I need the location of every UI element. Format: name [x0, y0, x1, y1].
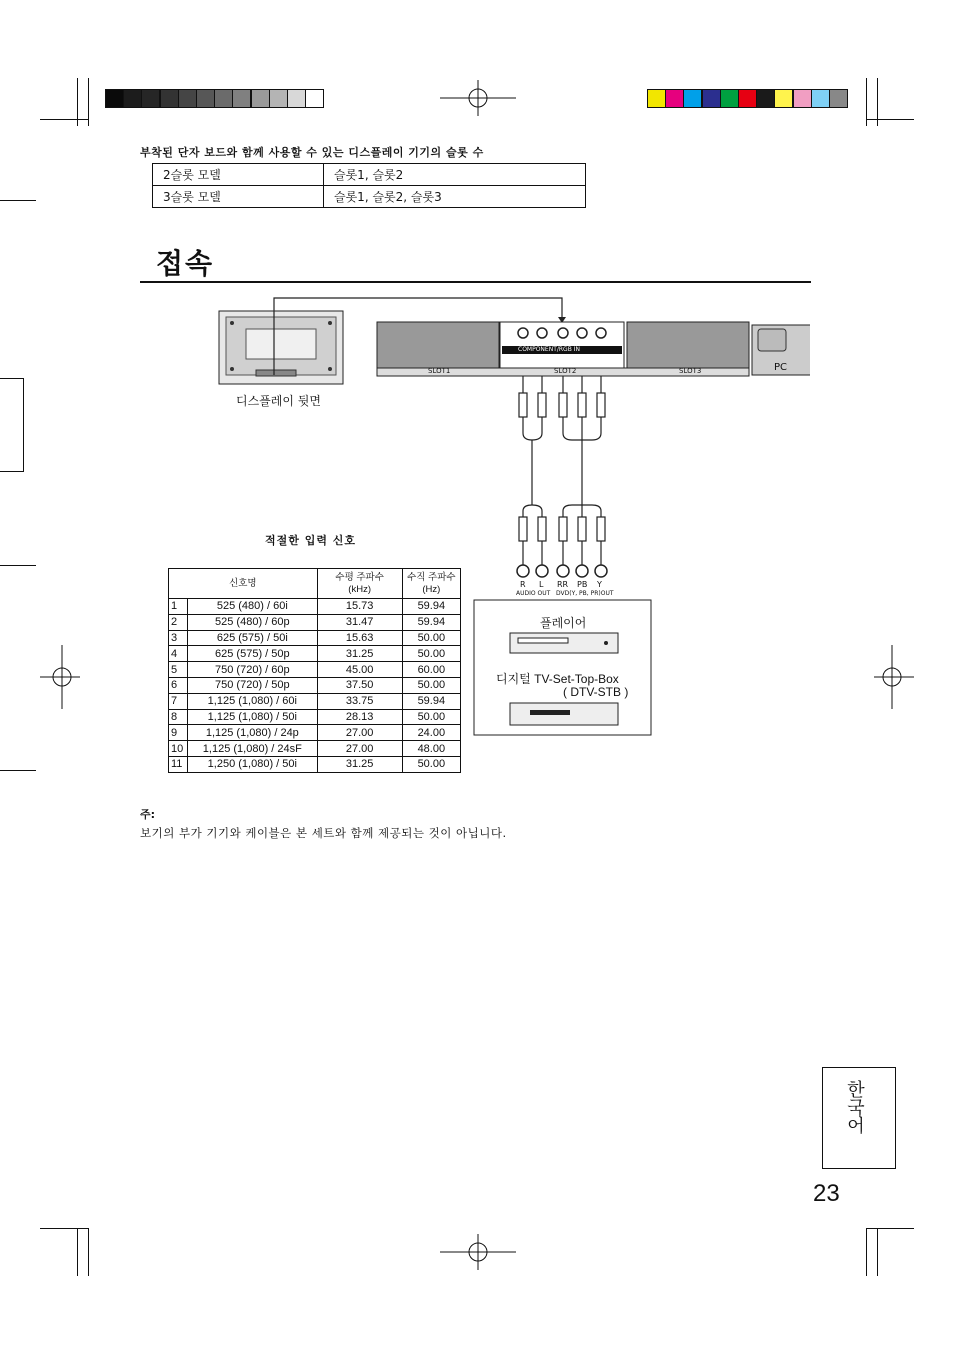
table-cell: 1,250 (1,080) / 50i: [188, 756, 318, 772]
table-cell: 59.94: [402, 614, 460, 630]
table-row: [169, 709, 461, 725]
jack-label-l: L: [539, 580, 544, 589]
table-row: [169, 614, 461, 630]
table-cell: 28.13: [317, 709, 402, 725]
section-title: 접속: [156, 247, 215, 280]
table-cell: 8: [169, 709, 188, 725]
table-cell: 50.00: [402, 630, 460, 646]
color-swatch: [160, 89, 179, 108]
table-cell: 59.94: [402, 693, 460, 709]
table-cell: 9: [169, 725, 188, 741]
display-back-label: 디스플레이 뒷면: [236, 394, 321, 408]
cable-plugs-bottom: [519, 517, 605, 541]
color-swatch: [720, 89, 739, 108]
table-cell: 31.25: [317, 756, 402, 772]
color-swatch: [683, 89, 702, 108]
dvd-out-label: DVD(Y, PB, PR)OUT: [556, 590, 614, 597]
slots-table: [152, 163, 586, 208]
crosshair-top-icon: [440, 80, 516, 116]
table-cell: 24.00: [402, 725, 460, 741]
table-cell: 3: [169, 630, 188, 646]
table-cell: 50.00: [402, 709, 460, 725]
slot1-label: SLOT1: [428, 367, 451, 375]
color-swatch: [756, 89, 775, 108]
jack-label-rr: RR: [557, 580, 569, 589]
table-row: [169, 599, 461, 615]
player-label: 플레이어: [540, 616, 587, 630]
table-cell: 2: [169, 614, 188, 630]
table-cell: 625 (575) / 50i: [188, 630, 318, 646]
crosshair-left-icon: [40, 645, 80, 709]
color-swatch: [105, 89, 124, 108]
color-swatch: [232, 89, 251, 108]
table-cell: 7: [169, 693, 188, 709]
table-cell: 60.00: [402, 662, 460, 678]
table-cell: 1,125 (1,080) / 24p: [188, 725, 318, 741]
board-label: COMPONENT/RGB IN: [518, 346, 580, 353]
table-cell: 2슬롯 모델: [153, 164, 324, 186]
table-cell: 31.47: [317, 614, 402, 630]
table-row: [169, 741, 461, 757]
table-cell: 1,125 (1,080) / 60i: [188, 693, 318, 709]
table-cell: 750 (720) / 60p: [188, 662, 318, 678]
header-vfreq: 수직 주파수 (Hz): [402, 569, 460, 599]
table-cell: 525 (480) / 60p: [188, 614, 318, 630]
crosshair-bottom-icon: [440, 1234, 516, 1270]
table-cell: 50.00: [402, 756, 460, 772]
color-swatch: [141, 89, 160, 108]
table-cell: 5: [169, 662, 188, 678]
cable-plugs-top: [519, 393, 605, 417]
color-swatch: [665, 89, 684, 108]
color-swatch: [251, 89, 270, 108]
title-rule: [140, 281, 811, 283]
color-swatch: [829, 89, 848, 108]
signals-caption: 적절한 입력 신호: [265, 534, 357, 547]
table-cell: 슬롯1, 슬롯2, 슬롯3: [324, 186, 586, 208]
header-hfreq: 수평 주파수 (kHz): [317, 569, 402, 599]
table-row: [169, 662, 461, 678]
table-cell: 50.00: [402, 646, 460, 662]
color-swatch: [647, 89, 666, 108]
language-tab-label: 한국어: [844, 1080, 865, 1134]
color-swatch: [305, 89, 324, 108]
table-row: [169, 677, 461, 693]
display-back-illustration: [219, 311, 343, 384]
color-swatch: [811, 89, 830, 108]
pc-label: PC: [774, 362, 788, 373]
table-cell: 10: [169, 741, 188, 757]
stb-label-2: ( DTV-STB ): [563, 685, 629, 699]
table-row: [169, 756, 461, 772]
table-cell: 50.00: [402, 677, 460, 693]
jack-label-pb: PB: [577, 580, 588, 589]
header-signal: 신호명: [169, 569, 318, 599]
color-swatch: [178, 89, 197, 108]
audio-out-label: AUDIO OUT: [516, 590, 551, 597]
color-swatch: [702, 89, 721, 108]
jack-label-r: R: [520, 580, 526, 589]
table-cell: 15.73: [317, 599, 402, 615]
color-swatch: [774, 89, 793, 108]
table-cell: 1,125 (1,080) / 50i: [188, 709, 318, 725]
color-swatch: [269, 89, 288, 108]
table-cell: 6: [169, 677, 188, 693]
color-swatch: [738, 89, 757, 108]
page-number: 23: [813, 1180, 840, 1207]
color-swatch: [196, 89, 215, 108]
table-cell: 33.75: [317, 693, 402, 709]
table-cell: 15.63: [317, 630, 402, 646]
jack-row-bottom: [517, 565, 607, 577]
stb-label: 디지털 TV-Set-Top-Box: [496, 672, 619, 686]
crosshair-right-icon: [874, 645, 914, 709]
set-top-box-icon: [510, 703, 618, 725]
note-text: 보기의 부가 기기와 케이블은 본 세트와 함께 제공되는 것이 아닙니다.: [140, 826, 507, 840]
table-row: [153, 164, 586, 186]
player-icon: [510, 633, 618, 653]
slots-caption: 부착된 단자 보드와 함께 사용할 수 있는 디스플레이 기기의 슬롯 수: [140, 146, 484, 159]
table-row: [169, 693, 461, 709]
table-cell: 625 (575) / 50p: [188, 646, 318, 662]
table-cell: 11: [169, 756, 188, 772]
table-cell: 45.00: [317, 662, 402, 678]
table-cell: 27.00: [317, 741, 402, 757]
table-header-row: [169, 569, 461, 599]
slot2-label: SLOT2: [554, 367, 577, 375]
jack-label-y: Y: [597, 580, 602, 589]
table-row: [153, 186, 586, 208]
table-cell: 525 (480) / 60i: [188, 599, 318, 615]
table-row: [169, 630, 461, 646]
table-cell: 3슬롯 모델: [153, 186, 324, 208]
table-cell: 1: [169, 599, 188, 615]
color-swatch: [793, 89, 812, 108]
note-label: 주:: [140, 808, 156, 821]
table-cell: 37.50: [317, 677, 402, 693]
color-swatch: [287, 89, 306, 108]
table-cell: 슬롯1, 슬롯2: [324, 164, 586, 186]
table-cell: 1,125 (1,080) / 24sF: [188, 741, 318, 757]
table-cell: 750 (720) / 50p: [188, 677, 318, 693]
table-cell: 27.00: [317, 725, 402, 741]
color-swatch: [214, 89, 233, 108]
table-cell: 59.94: [402, 599, 460, 615]
color-swatch: [123, 89, 142, 108]
slot3-label: SLOT3: [679, 367, 702, 375]
table-cell: 48.00: [402, 741, 460, 757]
language-tab: [822, 1067, 896, 1169]
table-cell: 4: [169, 646, 188, 662]
table-row: [169, 725, 461, 741]
table-cell: 31.25: [317, 646, 402, 662]
signals-table: [168, 568, 461, 773]
table-row: [169, 646, 461, 662]
